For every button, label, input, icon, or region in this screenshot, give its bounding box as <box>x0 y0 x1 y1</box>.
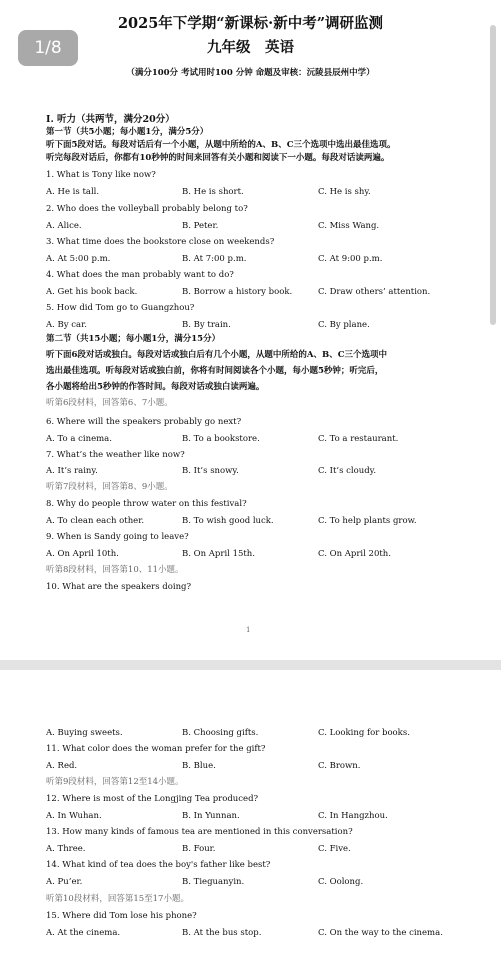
options-row <box>46 287 466 298</box>
option-c: C. Brown. <box>318 761 361 771</box>
options-row <box>46 466 466 477</box>
option-a: A. At the cinema. <box>46 928 121 938</box>
option-a: A. Alice. <box>46 221 82 231</box>
option-b: B. Blue. <box>182 761 216 771</box>
question-text: 8. Why do people throw water on this festival? <box>46 499 247 509</box>
option-a: A. He is tall. <box>46 187 100 197</box>
option-b: B. Peter. <box>182 221 219 231</box>
question-text: 1. What is Tony like now? <box>46 170 156 180</box>
question-text: 7. What’s the weather like now? <box>46 450 185 460</box>
option-a: A. Three. <box>46 844 86 854</box>
exam-page-2 <box>0 670 501 960</box>
option-b: B. Four. <box>182 844 216 854</box>
options-row <box>46 221 466 232</box>
option-a: A. To clean each other. <box>46 516 145 526</box>
listening-note: 听第10段材料，回答第15至17小题。 <box>46 894 189 904</box>
options-row <box>46 811 466 822</box>
options-row <box>46 728 466 739</box>
exam-subject: 九年级 英语 <box>207 39 294 56</box>
option-c: C. Draw others’ attention. <box>318 287 431 297</box>
option-c: C. Looking for books. <box>318 728 410 738</box>
option-b: B. To a bookstore. <box>182 434 260 444</box>
option-c: C. On April 20th. <box>318 549 391 559</box>
options-row <box>46 516 466 527</box>
part2-instruction: 选出最佳选项。听每段对话或独白前，你将有时间阅读各个小题，每小题5秒钟；听完后， <box>46 366 384 376</box>
page-number: 1 <box>246 626 251 634</box>
option-b: B. In Yunnan. <box>182 811 240 821</box>
scrollbar[interactable] <box>490 25 496 325</box>
part1-title: 第一节（共5小题；每小题1分，满分5分） <box>46 127 209 137</box>
listening-note: 听第7段材料，回答第8、9小题。 <box>46 482 173 492</box>
option-c: C. In Hangzhou. <box>318 811 388 821</box>
option-a: A. Buying sweets. <box>46 728 123 738</box>
option-b: B. Choosing gifts. <box>182 728 259 738</box>
option-c: C. Oolong. <box>318 877 364 887</box>
page-indicator[interactable]: 1/8 <box>18 30 78 66</box>
listening-note: 听第9段材料，回答第12至14小题。 <box>46 777 184 787</box>
option-b: B. It’s snowy. <box>182 466 239 476</box>
listening-note: 听第8段材料，回答第10、11小题。 <box>46 565 184 575</box>
options-row <box>46 320 466 331</box>
page-gap <box>0 660 501 670</box>
option-c: C. It’s cloudy. <box>318 466 377 476</box>
option-a: A. At 5:00 p.m. <box>46 254 111 264</box>
option-c: C. Miss Wang. <box>318 221 380 231</box>
option-b: B. At 7:00 p.m. <box>182 254 247 264</box>
option-c: C. Five. <box>318 844 351 854</box>
option-c: C. By plane. <box>318 320 370 330</box>
question-text: 14. What kind of tea does the boy's father like best? <box>46 860 271 870</box>
part1-instruction: 听完每段对话后，你都有10秒钟的时间来回答有关小题和阅读下一小题。每段对话读两遍。 <box>46 153 390 163</box>
exam-title: 2025年下学期“新课标·新中考”调研监测 <box>117 15 384 32</box>
question-text: 6. Where will the speakers probably go next? <box>46 417 242 427</box>
option-b: B. To wish good luck. <box>182 516 274 526</box>
option-b: B. He is short. <box>182 187 244 197</box>
question-text: 13. How many kinds of famous tea are mentioned in this conversation? <box>46 827 353 837</box>
option-a: A. On April 10th. <box>46 549 119 559</box>
options-row <box>46 549 466 560</box>
option-a: A. In Wuhan. <box>46 811 102 821</box>
options-row <box>46 928 466 939</box>
option-b: B. On April 15th. <box>182 549 255 559</box>
question-text: 4. What does the man probably want to do? <box>46 270 234 280</box>
options-row <box>46 761 466 772</box>
option-c: C. To a restaurant. <box>318 434 399 444</box>
question-text: 2. Who does the volleyball probably belong to? <box>46 204 248 214</box>
option-c: C. On the way to the cinema. <box>318 928 443 938</box>
options-row <box>46 254 466 265</box>
option-a: A. Pu’er. <box>46 877 83 887</box>
option-c: C. At 9:00 p.m. <box>318 254 383 264</box>
question-text: 9. When is Sandy going to leave? <box>46 532 189 542</box>
question-text: 3. What time does the bookstore close on weekends? <box>46 237 275 247</box>
option-a: A. By car. <box>46 320 87 330</box>
option-b: B. At the bus stop. <box>182 928 262 938</box>
part2-instruction: 各小题将给出5秒钟的作答时间。每段对话或独白读两遍。 <box>46 382 265 392</box>
options-row <box>46 434 466 445</box>
options-row <box>46 877 466 888</box>
option-b: B. Borrow a history book. <box>182 287 293 297</box>
option-b: B. By train. <box>182 320 231 330</box>
listening-note: 听第6段材料，回答第6、7小题。 <box>46 398 173 408</box>
part2-instruction: 听下面6段对话或独白。每段对话或独白后有几个小题，从题中所给的A、B、C三个选项中 <box>46 350 387 360</box>
question-text: 5. How did Tom go to Guangzhou? <box>46 303 195 313</box>
part1-instruction: 听下面5段对话。每段对话后有一个小题，从题中所给的A、B、C三个选项中选出最佳选项。 <box>46 140 396 150</box>
option-c: C. To help plants grow. <box>318 516 417 526</box>
section-heading: I. 听力（共两节，满分20分） <box>46 114 175 125</box>
exam-meta: （满分100分 考试用时100 分钟 命题及审核：沅陵县辰州中学） <box>126 68 375 78</box>
options-row <box>46 187 466 198</box>
question-text: 15. Where did Tom lose his phone? <box>46 911 197 921</box>
question-text: 10. What are the speakers doing? <box>46 582 192 592</box>
option-a: A. Red. <box>46 761 78 771</box>
option-a: A. It’s rainy. <box>46 466 98 476</box>
options-row <box>46 844 466 855</box>
option-a: A. To a cinema. <box>46 434 112 444</box>
part2-title: 第二节（共15小题；每小题1分，满分15分） <box>46 334 221 344</box>
option-a: A. Get his book back. <box>46 287 138 297</box>
question-text: 11. What color does the woman prefer for the gift? <box>46 744 266 754</box>
option-c: C. He is shy. <box>318 187 371 197</box>
option-b: B. Tieguanyin. <box>182 877 245 887</box>
question-text: 12. Where is most of the Longjing Tea produced? <box>46 794 259 804</box>
